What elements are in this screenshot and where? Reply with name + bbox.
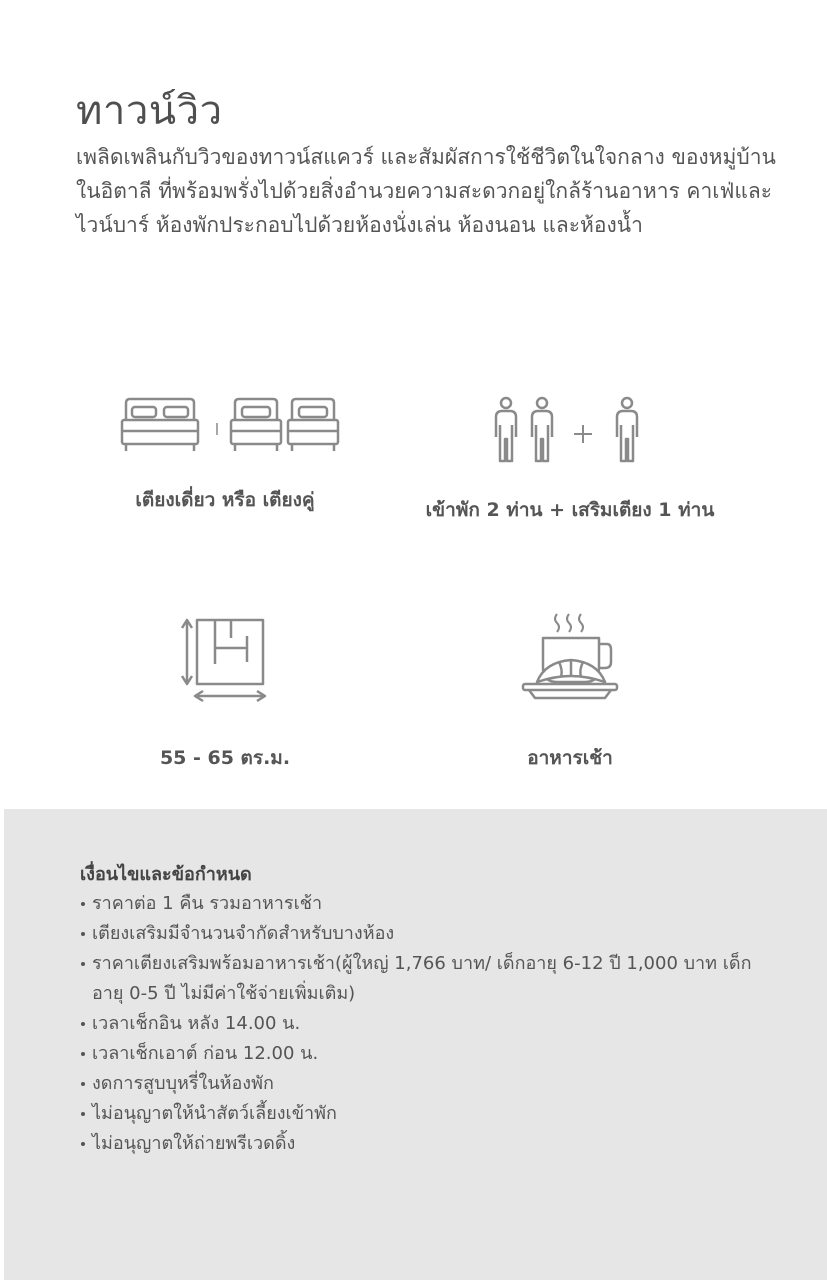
room-description: เพลิดเพลินกับวิวของทาวน์สแควร์ และสัมผัสการใช้ชีวิตในใจกลาง ของหมู่บ้านในอิตาลี ที่พร้อมพรั่งไปด้วยสิ่งอำนวยความสะดวกอยู่ใกล้ร้านอาหาร คาเฟ่และไวน์บาร์ ห้องพักประกอบไปด้วยห้องนั่งเล่น ห้องนอน และห้องน้ำ (76, 145, 776, 237)
feature-breakfast-label: อาหารเช้า (527, 747, 613, 769)
terms-item: ราคาต่อ 1 คืน รวมอาหารเช้า (80, 889, 780, 919)
feature-room-size (60, 610, 390, 773)
feature-room-size-label: 55 - 65 ตร.ม. (159, 747, 291, 769)
guests-icon (490, 395, 650, 465)
terms-item: เวลาเช็กอิน หลัง 14.00 น. (80, 1009, 780, 1039)
terms-item: ราคาเตียงเสริมพร้อมอาหารเช้า(ผู้ใหญ่ 1,766 บาท/ เด็กอายุ 6-12 ปี 1,000 บาท เด็กอายุ 0-5 ปี ไม่มีค่าใช้จ่ายเพิ่มเติม) (80, 949, 780, 1009)
feature-bed-label: เตียงเดี่ยว หรือ เตียงคู่ (135, 489, 315, 511)
person-icon (496, 398, 516, 461)
feature-breakfast (400, 610, 740, 773)
terms-heading: เงื่อนไขและข้อกำหนด (80, 864, 252, 885)
terms-item: ไม่อนุญาตให้ถ่ายพรีเวดดิ้ง (80, 1129, 780, 1159)
feature-bed (60, 395, 390, 515)
page-title: ทาวน์วิว (76, 88, 223, 134)
terms-list (80, 889, 780, 1159)
feature-guests-label: เข้าพัก 2 ท่าน + เสริมเตียง 1 ท่าน (425, 499, 715, 521)
bed-icon (110, 395, 340, 455)
person-icon (532, 398, 552, 461)
terms-item: เตียงเสริมมีจำนวนจำกัดสำหรับบางห้อง (80, 919, 780, 949)
terms-section (4, 809, 827, 1280)
room-size-icon (175, 610, 275, 705)
terms-item: เวลาเช็กเอาต์ ก่อน 12.00 น. (80, 1039, 780, 1069)
terms-item: งดการสูบบุหรี่ในห้องพัก (80, 1069, 780, 1099)
extra-person-icon (617, 398, 637, 461)
terms-item: ไม่อนุญาตให้นำสัตว์เลี้ยงเข้าพัก (80, 1099, 780, 1129)
breakfast-icon (515, 610, 625, 705)
feature-guests (400, 395, 740, 525)
